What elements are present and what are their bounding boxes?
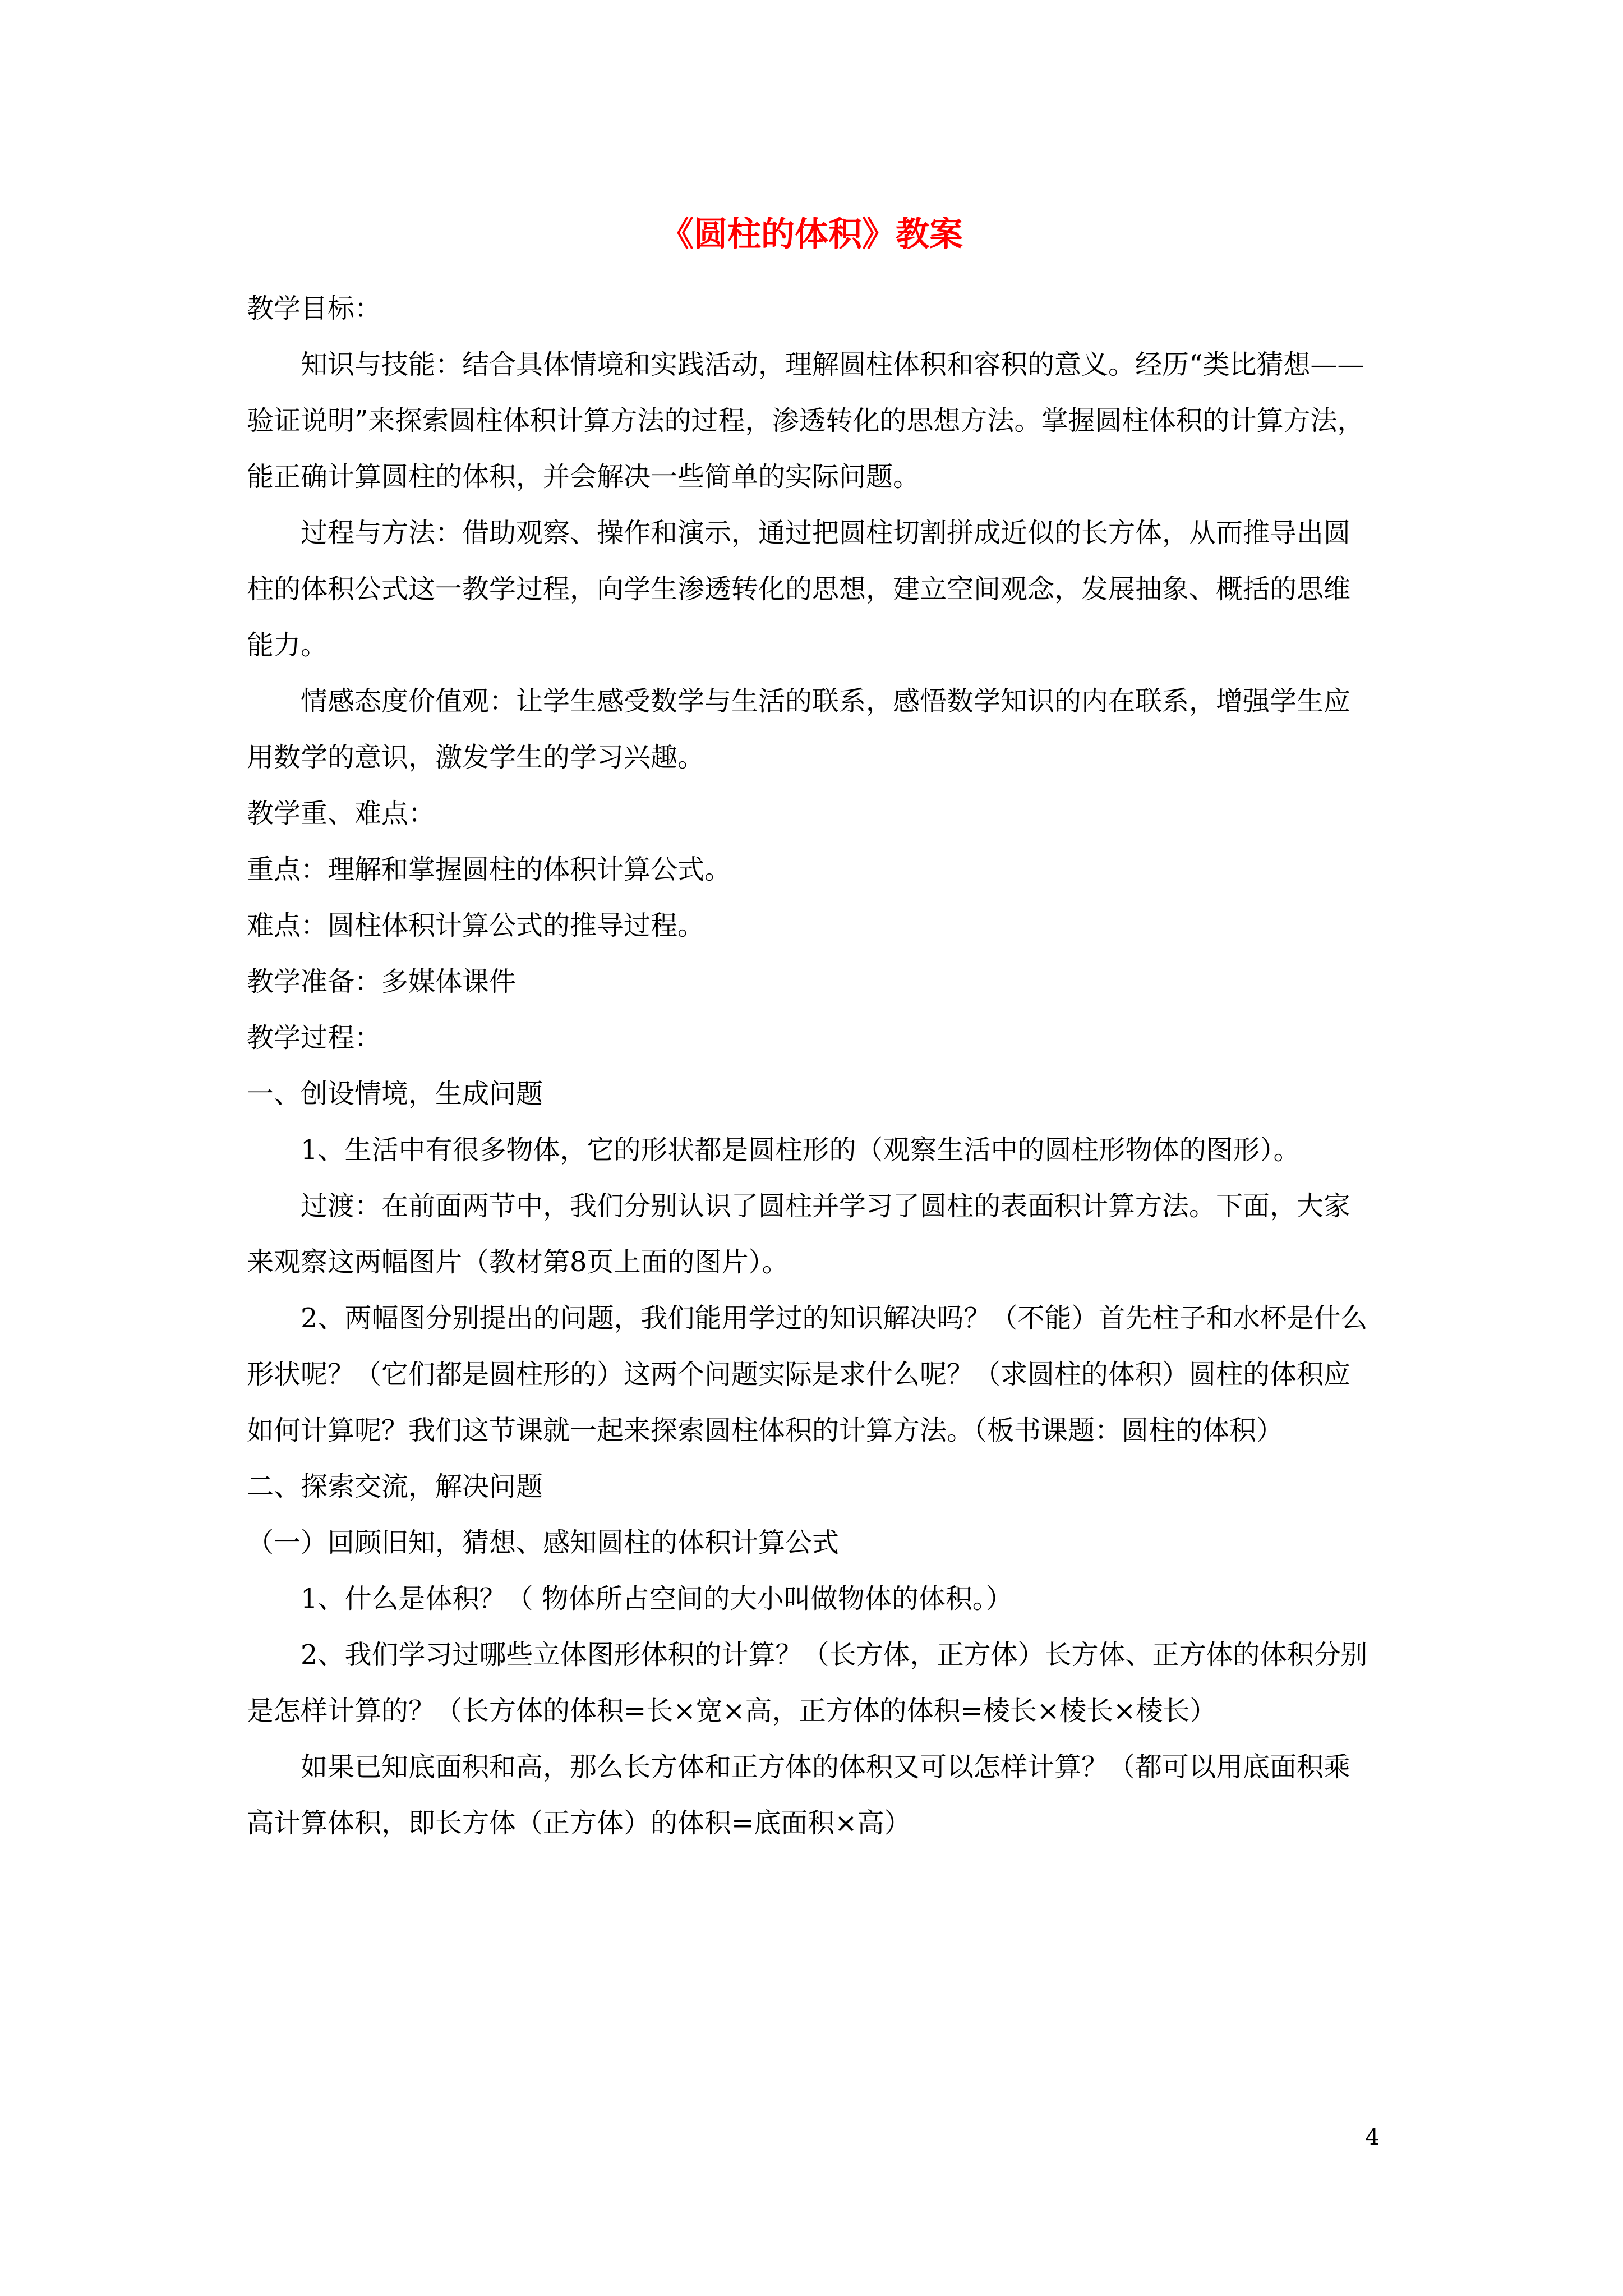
page-number: 4 <box>1365 2124 1380 2150</box>
paragraph-emotion-values: 情感态度价值观：让学生感受数学与生活的联系，感悟数学知识的内在联系，增强学生应用数学的意识，激发学生的学习兴趣。 <box>247 685 1351 773</box>
paragraph-key-difficult-heading: 教学重、难点： <box>247 798 436 829</box>
paragraph-knowledge-skills: 知识与技能：结合具体情境和实践活动，理解圆柱体积和容积的意义。经历“类比猜想——验证说明”来探索圆柱体积计算方法的过程，渗透转化的思想方法。掌握圆柱体积的计算方法，能正确计算圆柱的体积，并会解决一些简单的实际问题。 <box>247 349 1364 493</box>
paragraph-key-point: 重点：理解和掌握圆柱的体积计算公式。 <box>247 854 732 885</box>
paragraph-transition: 过渡：在前面两节中，我们分别认识了圆柱并学习了圆柱的表面积计算方法。下面，大家来观察这两幅图片（教材第8页上面的图片）。 <box>247 1190 1351 1278</box>
paragraph-question-1: 1、什么是体积？（ 物体所占空间的大小叫做物体的体积。） <box>301 1583 1013 1614</box>
section-heading-2: 二、探索交流，解决问题 <box>247 1471 543 1502</box>
paragraph-question-3: 如果已知底面积和高，那么长方体和正方体的体积又可以怎样计算？（都可以用底面积乘高计算体积，即长方体（正方体）的体积=底面积×高） <box>247 1751 1351 1839</box>
paragraph-process-methods: 过程与方法：借助观察、操作和演示，通过把圆柱切割拼成近似的长方体，从而推导出圆柱的体积公式这一教学过程，向学生渗透转化的思想，建立空间观念，发展抽象、概括的思维能力。 <box>247 517 1351 661</box>
paragraph-step-1: 1、生活中有很多物体，它的形状都是圆柱形的（观察生活中的圆柱形物体的图形）。 <box>301 1134 1301 1166</box>
document-body <box>247 280 1376 1851</box>
paragraph-preparation: 教学准备：多媒体课件 <box>247 966 517 997</box>
paragraph-process-heading: 教学过程： <box>247 1022 382 1053</box>
paragraph-difficult-point: 难点：圆柱体积计算公式的推导过程。 <box>247 910 705 941</box>
paragraph-step-2: 2、两幅图分别提出的问题，我们能用学过的知识解决吗？（不能）首先柱子和水杯是什么形状呢？（它们都是圆柱形的）这两个问题实际是求什么呢？（求圆柱的体积）圆柱的体积应如何计算呢？我们这节课就一起来探索圆柱体积的计算方法。（板书课题：圆柱的体积） <box>247 1303 1368 1446</box>
paragraph-objectives-heading: 教学目标： <box>247 293 382 324</box>
section-heading-1: 一、创设情境，生成问题 <box>247 1078 543 1110</box>
paragraph-question-2: 2、我们学习过哪些立体图形体积的计算？（长方体，正方体）长方体、正方体的体积分别是怎样计算的？（长方体的体积=长×宽×高，正方体的体积=棱长×棱长×棱长） <box>247 1639 1368 1727</box>
page-title: 《圆柱的体积》教案 <box>660 215 963 254</box>
subsection-heading-1: （一）回顾旧知，猜想、感知圆柱的体积计算公式 <box>247 1527 840 1558</box>
